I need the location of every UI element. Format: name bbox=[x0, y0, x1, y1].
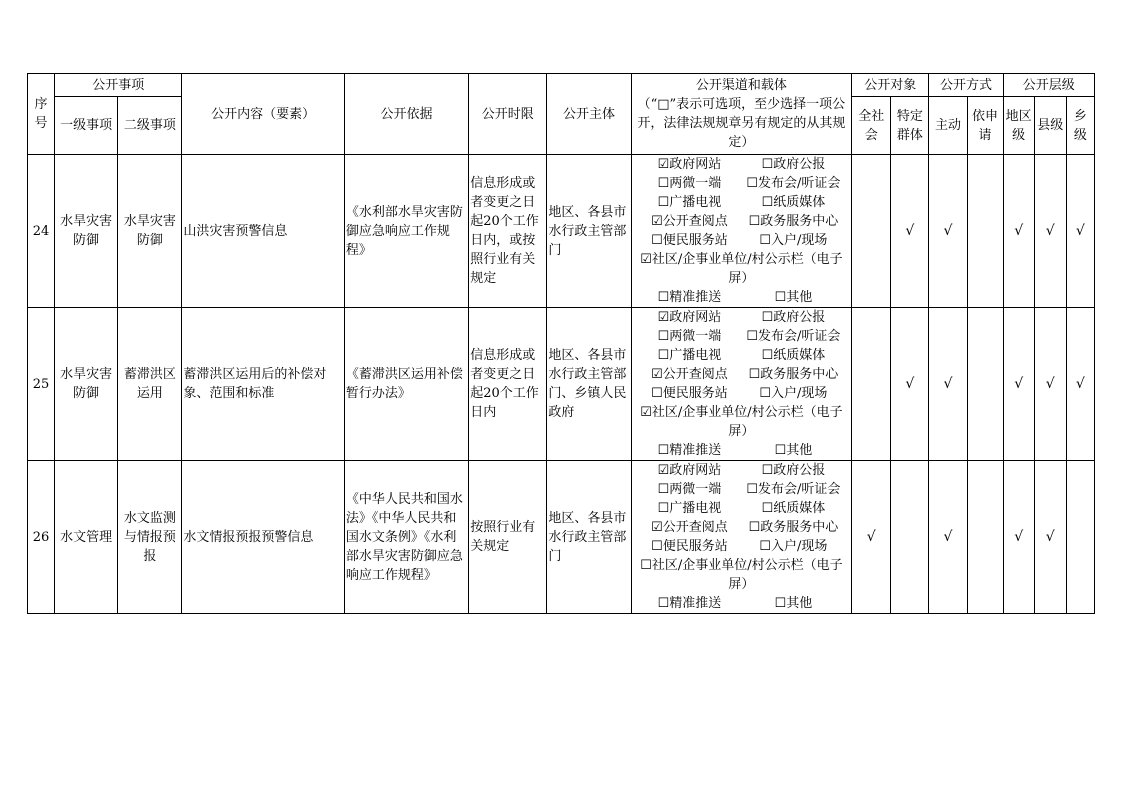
row-level-county: √ bbox=[1034, 308, 1066, 461]
channel-option: ☑政府网站 bbox=[657, 463, 722, 478]
header-channels-note: （“□”表示可选项，至少选择一项公开，法律法规规章另有规定的从其规定） bbox=[637, 97, 846, 150]
row-level2: 水旱灾害防御 bbox=[118, 155, 182, 308]
row-time-limit: 按照行业有关规定 bbox=[469, 461, 547, 614]
channel-option: ☐纸质媒体 bbox=[761, 195, 826, 210]
row-time-limit: 信息形成或者变更之日起20个工作日内 bbox=[469, 308, 547, 461]
row-subject: 地区、各县市水行政主管部门 bbox=[547, 155, 631, 308]
row-content: 水文情报预报预警信息 bbox=[182, 461, 344, 614]
channel-option: ☐纸质媒体 bbox=[761, 348, 826, 363]
header-disclosure-items: 公开事项 bbox=[55, 74, 182, 97]
channel-option: ☑公开查阅点 bbox=[651, 367, 728, 382]
table-row bbox=[28, 461, 1095, 614]
channel-option: ☐两微一端 bbox=[657, 176, 722, 191]
header-audience-specific: 特定群体 bbox=[891, 97, 929, 155]
channel-option: ☑政府网站 bbox=[657, 310, 722, 325]
channel-option: ☑公开查阅点 bbox=[651, 520, 728, 535]
row-seq: 25 bbox=[28, 308, 55, 461]
row-method-request bbox=[967, 308, 1003, 461]
header-channels-title: 公开渠道和载体 bbox=[695, 78, 787, 93]
channel-option: ☐两微一端 bbox=[657, 482, 722, 497]
row-basis: 《蓄滞洪区运用补偿暂行办法》 bbox=[344, 308, 468, 461]
header-channels bbox=[631, 74, 852, 155]
header-method-request: 依申请 bbox=[967, 97, 1003, 155]
row-audience-specific: √ bbox=[891, 308, 929, 461]
channel-option: ☐其他 bbox=[774, 596, 813, 611]
channel-option: ☑公开查阅点 bbox=[651, 214, 728, 229]
header-method: 公开方式 bbox=[929, 74, 1003, 97]
row-time-limit: 信息形成或者变更之日起20个工作日内，或按照行业有关规定 bbox=[469, 155, 547, 308]
channel-option: ☐便民服务站 bbox=[651, 386, 728, 401]
row-channels bbox=[631, 155, 852, 308]
channel-option: ☐广播电视 bbox=[657, 501, 722, 516]
row-level2: 蓄滞洪区运用 bbox=[118, 308, 182, 461]
row-channels bbox=[631, 308, 852, 461]
channel-option: ☐精准推送 bbox=[657, 596, 722, 611]
row-level-region: √ bbox=[1003, 308, 1034, 461]
header-level-town: 乡级 bbox=[1066, 97, 1094, 155]
channel-option: ☑社区/企事业单位/村公示栏（电子屏） bbox=[640, 405, 843, 439]
row-level1: 水旱灾害防御 bbox=[55, 308, 118, 461]
channel-option: ☑社区/企事业单位/村公示栏（电子屏） bbox=[640, 252, 843, 286]
channel-option: ☐广播电视 bbox=[657, 195, 722, 210]
channel-option: ☑政府网站 bbox=[657, 157, 722, 172]
channel-option: ☐便民服务站 bbox=[651, 539, 728, 554]
row-audience-specific: √ bbox=[891, 155, 929, 308]
table-row bbox=[28, 155, 1095, 308]
header-audience-all: 全社会 bbox=[852, 97, 891, 155]
row-method-request bbox=[967, 461, 1003, 614]
row-seq: 24 bbox=[28, 155, 55, 308]
channel-option: ☐精准推送 bbox=[657, 443, 722, 458]
channel-option: ☐政府公报 bbox=[761, 157, 826, 172]
row-level2: 水文监测与情报预报 bbox=[118, 461, 182, 614]
row-level-region: √ bbox=[1003, 155, 1034, 308]
row-method-request bbox=[967, 155, 1003, 308]
channel-option: ☐便民服务站 bbox=[651, 233, 728, 248]
header-time-limit: 公开时限 bbox=[469, 74, 547, 155]
channel-option: ☐入户/现场 bbox=[759, 539, 828, 554]
row-audience-all: √ bbox=[852, 461, 891, 614]
header-level2: 二级事项 bbox=[118, 97, 182, 155]
row-subject: 地区、各县市水行政主管部门 bbox=[547, 461, 631, 614]
header-audience: 公开对象 bbox=[852, 74, 929, 97]
row-level-county: √ bbox=[1034, 155, 1066, 308]
row-content: 山洪灾害预警信息 bbox=[182, 155, 344, 308]
header-subject: 公开主体 bbox=[547, 74, 631, 155]
row-level-region: √ bbox=[1003, 461, 1034, 614]
header-level: 公开层级 bbox=[1003, 74, 1094, 97]
row-method-active: √ bbox=[929, 155, 967, 308]
row-level1: 水文管理 bbox=[55, 461, 118, 614]
row-basis: 《中华人民共和国水法》《中华人民共和国水文条例》《水利部水旱灾害防御应急响应工作规程》 bbox=[344, 461, 468, 614]
channel-option: ☐政府公报 bbox=[761, 310, 826, 325]
channel-option: ☐发布会/听证会 bbox=[746, 482, 841, 497]
channel-option: ☐政务服务中心 bbox=[748, 214, 839, 229]
header-level-region: 地区级 bbox=[1003, 97, 1034, 155]
row-method-active: √ bbox=[929, 308, 967, 461]
row-level1: 水旱灾害防御 bbox=[55, 155, 118, 308]
disclosure-table bbox=[27, 73, 1095, 614]
channel-option: ☐其他 bbox=[774, 443, 813, 458]
row-audience-all bbox=[852, 308, 891, 461]
row-channels bbox=[631, 461, 852, 614]
channel-option: ☐入户/现场 bbox=[759, 386, 828, 401]
channel-option: ☐政务服务中心 bbox=[748, 520, 839, 535]
header-method-active: 主动 bbox=[929, 97, 967, 155]
table-row bbox=[28, 308, 1095, 461]
channel-option: ☐政务服务中心 bbox=[748, 367, 839, 382]
channel-option: ☐政府公报 bbox=[761, 463, 826, 478]
row-level-town: √ bbox=[1066, 155, 1094, 308]
header-row-top bbox=[28, 74, 1095, 97]
channel-option: ☐入户/现场 bbox=[759, 233, 828, 248]
row-seq: 26 bbox=[28, 461, 55, 614]
row-audience-all bbox=[852, 155, 891, 308]
row-content: 蓄滞洪区运用后的补偿对象、范围和标准 bbox=[182, 308, 344, 461]
row-basis: 《水利部水旱灾害防御应急响应工作规程》 bbox=[344, 155, 468, 308]
channel-option: ☐发布会/听证会 bbox=[746, 176, 841, 191]
channel-option: ☐其他 bbox=[774, 290, 813, 305]
row-level-town bbox=[1066, 461, 1094, 614]
channel-option: ☐纸质媒体 bbox=[761, 501, 826, 516]
row-level-county: √ bbox=[1034, 461, 1066, 614]
channel-option: ☐发布会/听证会 bbox=[746, 329, 841, 344]
header-level-county: 县级 bbox=[1034, 97, 1066, 155]
row-subject: 地区、各县市水行政主管部门、乡镇人民政府 bbox=[547, 308, 631, 461]
row-audience-specific bbox=[891, 461, 929, 614]
channel-option: ☐广播电视 bbox=[657, 348, 722, 363]
row-method-active: √ bbox=[929, 461, 967, 614]
header-level1: 一级事项 bbox=[55, 97, 118, 155]
channel-option: ☐社区/企事业单位/村公示栏（电子屏） bbox=[640, 558, 843, 592]
channel-option: ☐精准推送 bbox=[657, 290, 722, 305]
row-level-town: √ bbox=[1066, 308, 1094, 461]
header-basis: 公开依据 bbox=[344, 74, 468, 155]
header-content: 公开内容（要素） bbox=[182, 74, 344, 155]
header-seq: 序号 bbox=[28, 74, 55, 155]
channel-option: ☐两微一端 bbox=[657, 329, 722, 344]
